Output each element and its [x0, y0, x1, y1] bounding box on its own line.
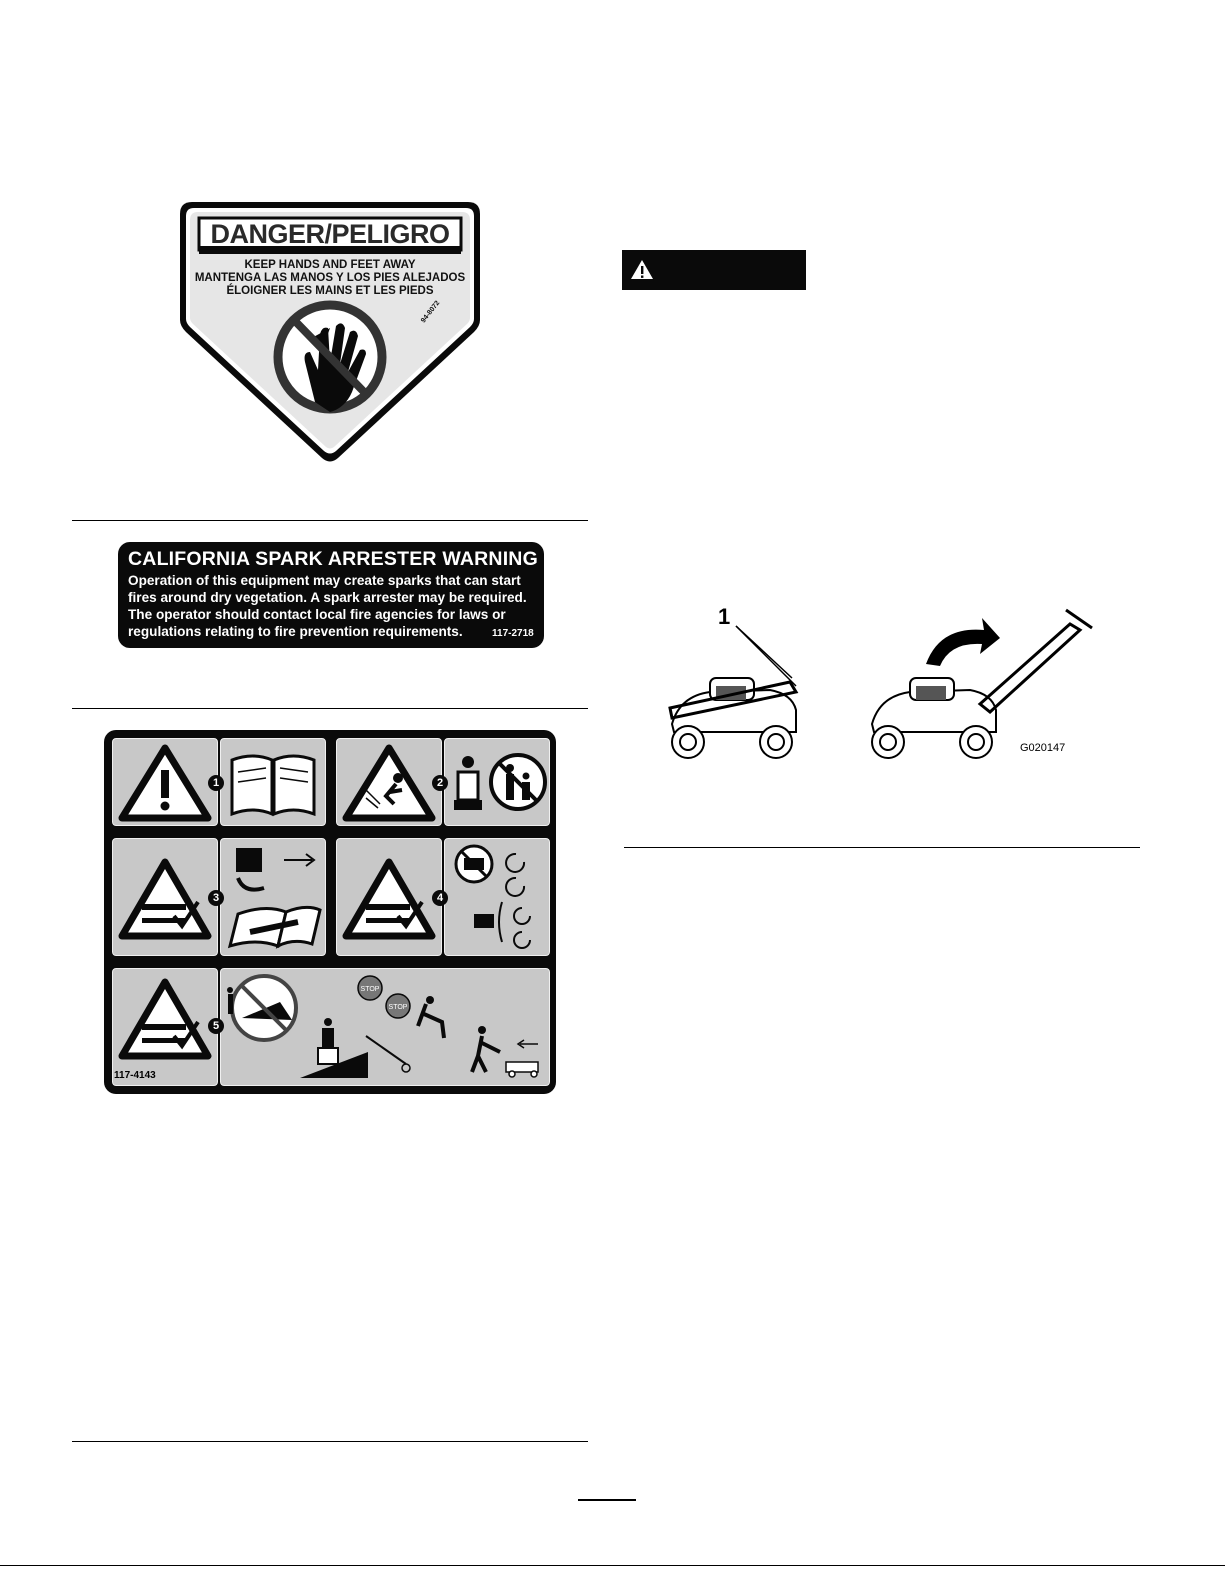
warning-triangle-icon	[112, 738, 218, 826]
cut-hazard-icon	[112, 838, 218, 956]
look-behind-icon	[472, 1026, 538, 1077]
thrown-object-hazard-icon	[336, 738, 442, 826]
divider-rule	[624, 847, 1140, 848]
svg-text:STOP: STOP	[360, 986, 380, 993]
danger-decal	[180, 202, 480, 464]
spark-warning-title: CALIFORNIA SPARK ARRESTER WARNING	[128, 548, 538, 570]
divider-rule	[72, 520, 588, 521]
handle-folding-figure	[650, 600, 1120, 780]
spark-arrester-warning-decal	[118, 542, 544, 648]
panel-5-pictograms	[220, 968, 550, 1086]
panel-1-hazard	[110, 736, 220, 828]
page-bottom-rule	[0, 1565, 1225, 1566]
operator-manual-icon	[220, 738, 326, 826]
danger-line-english: KEEP HANDS AND FEET AWAY	[244, 259, 416, 271]
panel-5-instruction	[218, 966, 552, 1088]
panel-number-2: 2	[432, 775, 448, 791]
cut-hazard-icon	[336, 838, 442, 956]
panel-1-instruction	[218, 736, 328, 828]
panel-4-instruction	[442, 836, 552, 958]
panel-number-1: 1	[208, 775, 224, 791]
svg-text:STOP: STOP	[388, 1004, 408, 1011]
rotate-arrow-icon	[926, 618, 1000, 666]
safety-decal	[104, 730, 556, 1094]
page-number-rule	[578, 1499, 636, 1501]
panel-4-hazard	[334, 836, 444, 958]
divider-rule	[72, 708, 588, 709]
hand-blade-prohibition-icon	[278, 305, 382, 412]
mower-folded-handle	[670, 678, 796, 758]
danger-decal-code: 94-8072	[420, 299, 442, 325]
panel-3-instruction	[218, 836, 328, 958]
spark-warning-code: 117-2718	[492, 628, 534, 639]
warning-triangle-icon	[622, 250, 662, 290]
spark-plug-wire-icon	[220, 838, 326, 956]
panel-number-4: 4	[432, 890, 448, 906]
figure-code: G020147	[1020, 742, 1066, 754]
service-manual-icon	[230, 907, 320, 946]
bystanders-away-icon	[444, 738, 550, 826]
panel-3-hazard	[110, 836, 220, 958]
panel-number-3: 3	[208, 890, 224, 906]
danger-line-spanish: MANTENGA LAS MANOS Y LOS PIES ALEJADOS	[194, 272, 466, 284]
danger-line-french: ÉLOIGNER LES MAINS ET LES PIEDS	[226, 285, 434, 297]
stop-icon	[358, 976, 444, 1072]
panel-2-instruction	[442, 736, 552, 828]
figure-callout-number: 1	[718, 604, 731, 629]
panel-number-5: 5	[208, 1018, 224, 1034]
no-hands-rotating-blade-icon	[444, 838, 550, 956]
spark-warning-line: fires around dry vegetation. A spark arrester may be required.	[128, 590, 527, 605]
spark-warning-line: Operation of this equipment may create sparks that can start	[128, 573, 521, 588]
safety-decal-code: 117-4143	[114, 1070, 156, 1081]
spark-warning-line: regulations relating to fire prevention requirements.	[128, 624, 463, 639]
no-children-icon	[227, 976, 296, 1040]
danger-title: DANGER/PELIGRO	[210, 219, 450, 249]
panel-2-hazard	[334, 736, 444, 828]
warning-header-bar	[622, 250, 806, 290]
divider-rule	[72, 1441, 588, 1442]
cut-hazard-icon	[112, 968, 218, 1068]
slope-icon	[300, 1018, 368, 1078]
spark-warning-line: The operator should contact local fire agencies for laws or	[128, 607, 506, 622]
